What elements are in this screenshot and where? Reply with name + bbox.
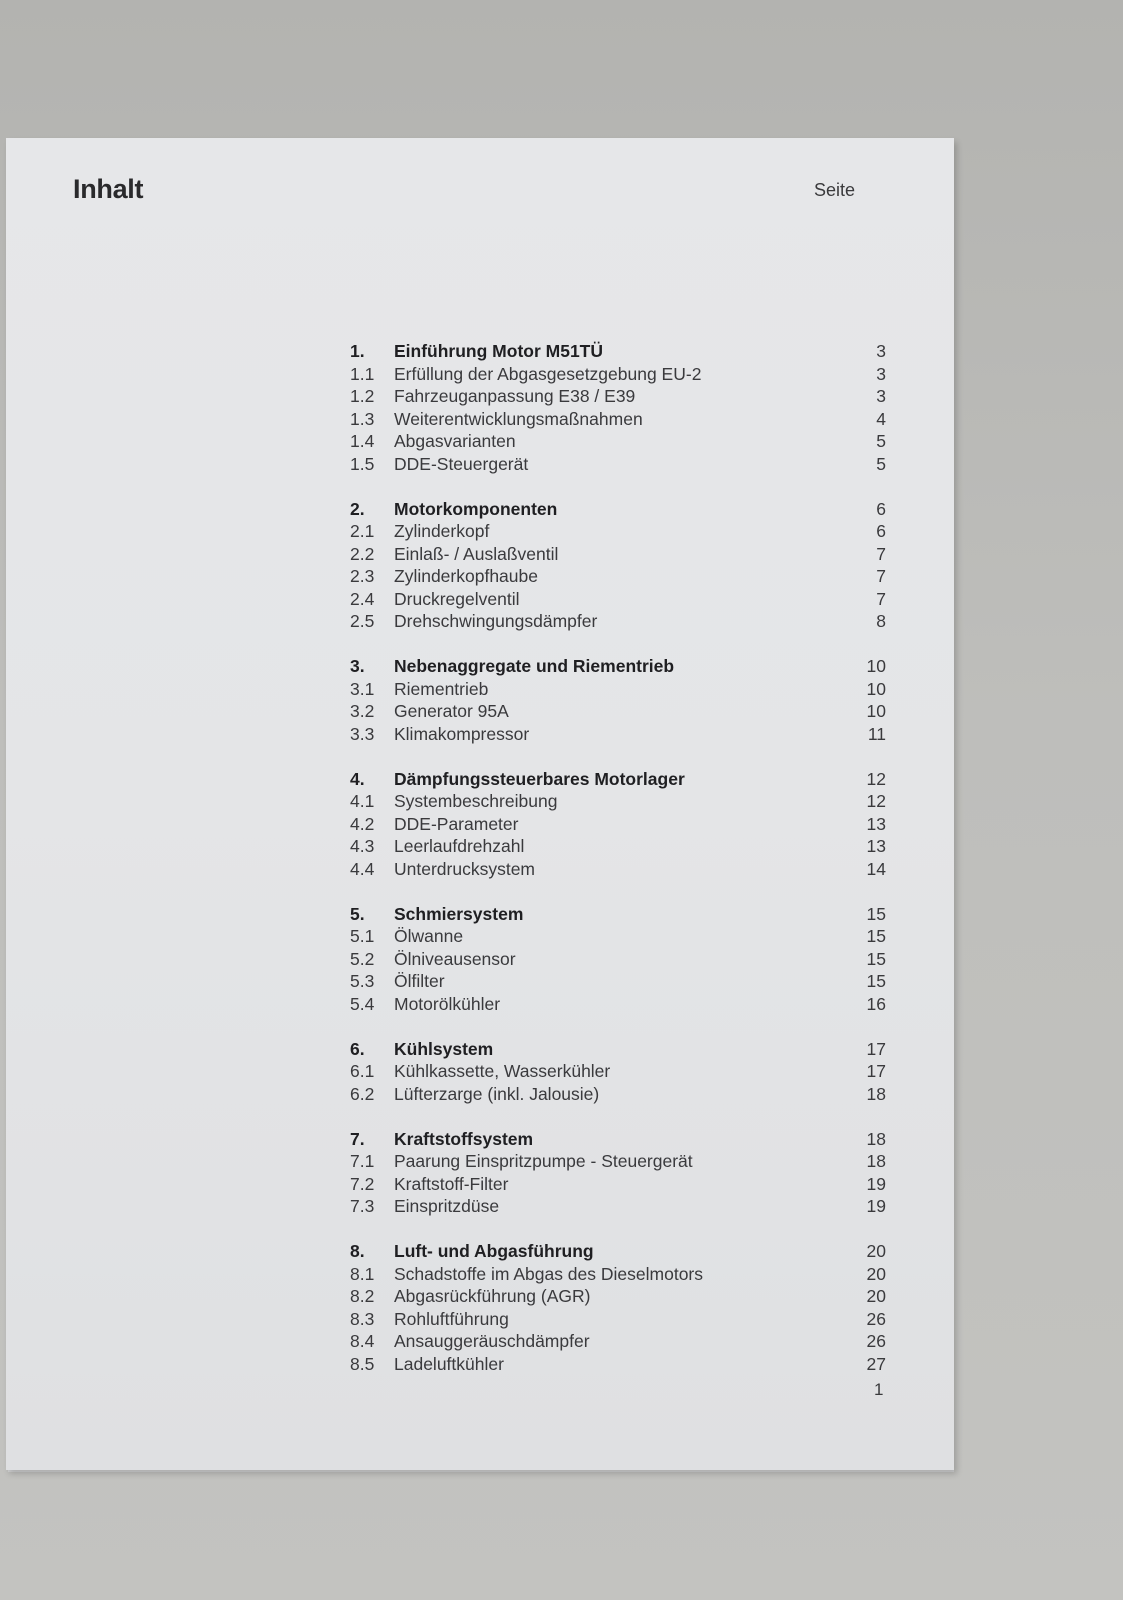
entry-number: 5.1 [350, 926, 375, 946]
chapter-number: 7. [350, 1128, 365, 1149]
entry-title: Riementrieb [394, 678, 489, 699]
entry-page: 26 [866, 1308, 886, 1329]
entry-page: 3 [876, 386, 886, 406]
entry-page: 7 [876, 588, 886, 609]
chapter-title: Luft- und Abgasführung [394, 1241, 594, 1261]
toc-entry[interactable] [350, 970, 886, 993]
entry-number: 2.1 [350, 521, 375, 541]
toc-entry[interactable] [350, 1083, 886, 1106]
entry-title: Ölniveausensor [394, 948, 516, 969]
entry-page: 20 [866, 1263, 886, 1284]
chapter-page: 6 [876, 498, 886, 519]
toc-chapter-heading[interactable] [350, 498, 886, 521]
entry-page: 5 [876, 431, 886, 451]
toc-chapter-heading[interactable] [350, 1038, 886, 1061]
entry-number: 6.2 [350, 1083, 375, 1104]
entry-number: 3.2 [350, 701, 375, 721]
entry-number: 4.3 [350, 836, 375, 856]
entry-title: Zylinderkopfhaube [394, 566, 538, 586]
entry-number: 4.1 [350, 791, 375, 811]
toc-entry[interactable] [350, 948, 886, 971]
toc-entry[interactable] [350, 925, 886, 948]
entry-page: 13 [866, 836, 886, 856]
toc-entry[interactable] [350, 678, 886, 701]
entry-title: Lüfterzarge (inkl. Jalousie) [394, 1083, 600, 1104]
entry-number: 6.1 [350, 1061, 375, 1081]
entry-title: Weiterentwicklungsmaßnahmen [394, 408, 643, 429]
chapter-title: Motorkomponenten [394, 498, 558, 519]
chapter-number: 3. [350, 656, 365, 676]
toc-entry[interactable] [350, 363, 886, 386]
entry-number: 2.4 [350, 588, 375, 609]
toc-chapter-heading[interactable] [350, 903, 886, 926]
entry-page: 10 [866, 701, 886, 721]
entry-title: Erfüllung der Abgasgesetzgebung EU-2 [394, 363, 702, 384]
toc-entry[interactable] [350, 1060, 886, 1083]
entry-number: 1.4 [350, 431, 375, 451]
entry-page: 5 [876, 453, 886, 474]
entry-number: 7.3 [350, 1196, 375, 1216]
toc-entry[interactable] [350, 813, 886, 836]
entry-title: Kühlkassette, Wasserkühler [394, 1061, 611, 1081]
entry-page: 16 [866, 993, 886, 1014]
entry-page: 18 [866, 1151, 886, 1171]
toc-entry[interactable] [350, 790, 886, 813]
toc-entry[interactable] [350, 543, 886, 566]
entry-page: 13 [866, 813, 886, 834]
entry-number: 2.3 [350, 566, 375, 586]
chapter-page: 20 [866, 1241, 886, 1261]
entry-number: 8.5 [350, 1353, 375, 1374]
entry-title: Systembeschreibung [394, 791, 558, 811]
entry-number: 5.3 [350, 971, 375, 991]
entry-title: Abgasvarianten [394, 431, 516, 451]
toc-entry[interactable] [350, 1330, 886, 1353]
entry-title: Motorölkühler [394, 993, 501, 1014]
chapter-page: 10 [866, 656, 886, 676]
entry-page: 19 [866, 1173, 886, 1194]
chapter-number: 4. [350, 768, 365, 789]
table-of-contents [350, 340, 886, 1398]
toc-chapter-heading[interactable] [350, 655, 886, 678]
toc-entry[interactable] [350, 1353, 886, 1376]
chapter-page: 3 [876, 341, 886, 361]
chapter-title: Einführung Motor M51TÜ [394, 341, 604, 361]
toc-entry[interactable] [350, 1308, 886, 1331]
entry-number: 3.1 [350, 678, 375, 699]
entry-title: Zylinderkopf [394, 521, 490, 541]
toc-entry[interactable] [350, 385, 886, 408]
toc-entry[interactable] [350, 723, 886, 746]
entry-page: 17 [866, 1061, 886, 1081]
toc-entry[interactable] [350, 1173, 886, 1196]
entry-page: 3 [876, 363, 886, 384]
page-number: 1 [874, 1380, 884, 1399]
entry-number: 8.1 [350, 1263, 375, 1284]
toc-section [350, 903, 886, 1016]
entry-title: Ölfilter [394, 971, 445, 991]
entry-page: 26 [866, 1331, 886, 1351]
entry-title: Rohluftführung [394, 1308, 509, 1329]
toc-section [350, 768, 886, 881]
toc-section [350, 1038, 886, 1106]
toc-entry[interactable] [350, 1150, 886, 1173]
chapter-number: 6. [350, 1038, 365, 1059]
toc-section [350, 655, 886, 745]
entry-page: 15 [866, 948, 886, 969]
entry-title: Kraftstoff-Filter [394, 1173, 509, 1194]
entry-number: 8.3 [350, 1308, 375, 1329]
toc-section [350, 1128, 886, 1218]
entry-number: 7.2 [350, 1173, 375, 1194]
chapter-title: Dämpfungssteuerbares Motorlager [394, 768, 685, 789]
toc-entry[interactable] [350, 408, 886, 431]
toc-entry[interactable] [350, 520, 886, 543]
chapter-page: 12 [866, 768, 886, 789]
entry-page: 12 [866, 791, 886, 811]
chapter-title: Kühlsystem [394, 1038, 494, 1059]
entry-number: 5.4 [350, 993, 375, 1014]
chapter-title: Schmiersystem [394, 903, 524, 924]
toc-entry[interactable] [350, 610, 886, 633]
chapter-number: 2. [350, 498, 365, 519]
entry-number: 2.5 [350, 611, 375, 631]
entry-title: Leerlaufdrehzahl [394, 836, 525, 856]
chapter-number: 8. [350, 1241, 365, 1261]
entry-number: 7.1 [350, 1151, 375, 1171]
entry-title: DDE-Parameter [394, 813, 519, 834]
entry-number: 1.1 [350, 363, 375, 384]
toc-chapter-heading[interactable] [350, 340, 886, 363]
entry-page: 7 [876, 566, 886, 586]
toc-entry[interactable] [350, 1263, 886, 1286]
entry-title: Drehschwingungsdämpfer [394, 611, 598, 631]
entry-page: 18 [866, 1083, 886, 1104]
entry-number: 4.4 [350, 858, 375, 879]
entry-number: 5.2 [350, 948, 375, 969]
toc-chapter-heading[interactable] [350, 768, 886, 791]
entry-page: 15 [866, 926, 886, 946]
chapter-title: Kraftstoffsystem [394, 1128, 534, 1149]
entry-title: Klimakompressor [394, 723, 530, 744]
chapter-page: 18 [866, 1128, 886, 1149]
toc-entry[interactable] [350, 588, 886, 611]
entry-page: 4 [876, 408, 886, 429]
entry-page: 14 [866, 858, 886, 879]
toc-chapter-heading[interactable] [350, 1128, 886, 1151]
toc-entry[interactable] [350, 700, 886, 723]
entry-title: Abgasrückführung (AGR) [394, 1286, 591, 1306]
entry-page: 19 [866, 1196, 886, 1216]
entry-number: 8.4 [350, 1331, 375, 1351]
entry-title: Druckregelventil [394, 588, 520, 609]
toc-section [350, 1240, 886, 1375]
entry-number: 1.3 [350, 408, 375, 429]
entry-page: 15 [866, 971, 886, 991]
entry-title: Einspritzdüse [394, 1196, 500, 1216]
toc-entry[interactable] [350, 453, 886, 476]
entry-title: DDE-Steuergerät [394, 453, 529, 474]
entry-number: 1.5 [350, 453, 375, 474]
toc-section [350, 498, 886, 633]
entry-page: 6 [876, 521, 886, 541]
chapter-number: 5. [350, 903, 365, 924]
entry-page: 11 [867, 723, 886, 744]
entry-number: 8.2 [350, 1286, 375, 1306]
entry-title: Schadstoffe im Abgas des Dieselmotors [394, 1263, 704, 1284]
entry-page: 8 [876, 611, 886, 631]
toc-entry[interactable] [350, 858, 886, 881]
entry-number: 1.2 [350, 386, 375, 406]
document-page [6, 138, 954, 1470]
entry-number: 2.2 [350, 543, 375, 564]
chapter-page: 17 [866, 1038, 886, 1059]
entry-title: Fahrzeuganpassung E38 / E39 [394, 386, 636, 406]
entry-title: Ladeluftkühler [394, 1353, 504, 1374]
entry-number: 4.2 [350, 813, 375, 834]
toc-entry[interactable] [350, 1285, 886, 1308]
toc-section [350, 340, 886, 475]
entry-title: Einlaß- / Auslaßventil [394, 543, 559, 564]
entry-page: 10 [866, 678, 886, 699]
entry-title: Unterdrucksystem [394, 858, 536, 879]
toc-entry[interactable] [350, 1195, 886, 1218]
entry-page: 20 [866, 1286, 886, 1306]
entry-page: 27 [866, 1353, 886, 1374]
toc-chapter-heading[interactable] [350, 1240, 886, 1263]
toc-entry[interactable] [350, 565, 886, 588]
chapter-title: Nebenaggregate und Riementrieb [394, 656, 675, 676]
entry-title: Ansauggeräuschdämpfer [394, 1331, 590, 1351]
entry-page: 7 [876, 543, 886, 564]
entry-title: Generator 95A [394, 701, 509, 721]
page-column-label: Seite [814, 180, 856, 200]
chapter-number: 1. [350, 341, 365, 361]
toc-entry[interactable] [350, 993, 886, 1016]
entry-number: 3.3 [350, 723, 375, 744]
toc-entry[interactable] [350, 835, 886, 858]
page-title: Inhalt [73, 174, 144, 204]
toc-entry[interactable] [350, 430, 886, 453]
entry-title: Paarung Einspritzpumpe - Steuergerät [394, 1151, 693, 1171]
entry-title: Ölwanne [394, 926, 464, 946]
chapter-page: 15 [866, 903, 886, 924]
